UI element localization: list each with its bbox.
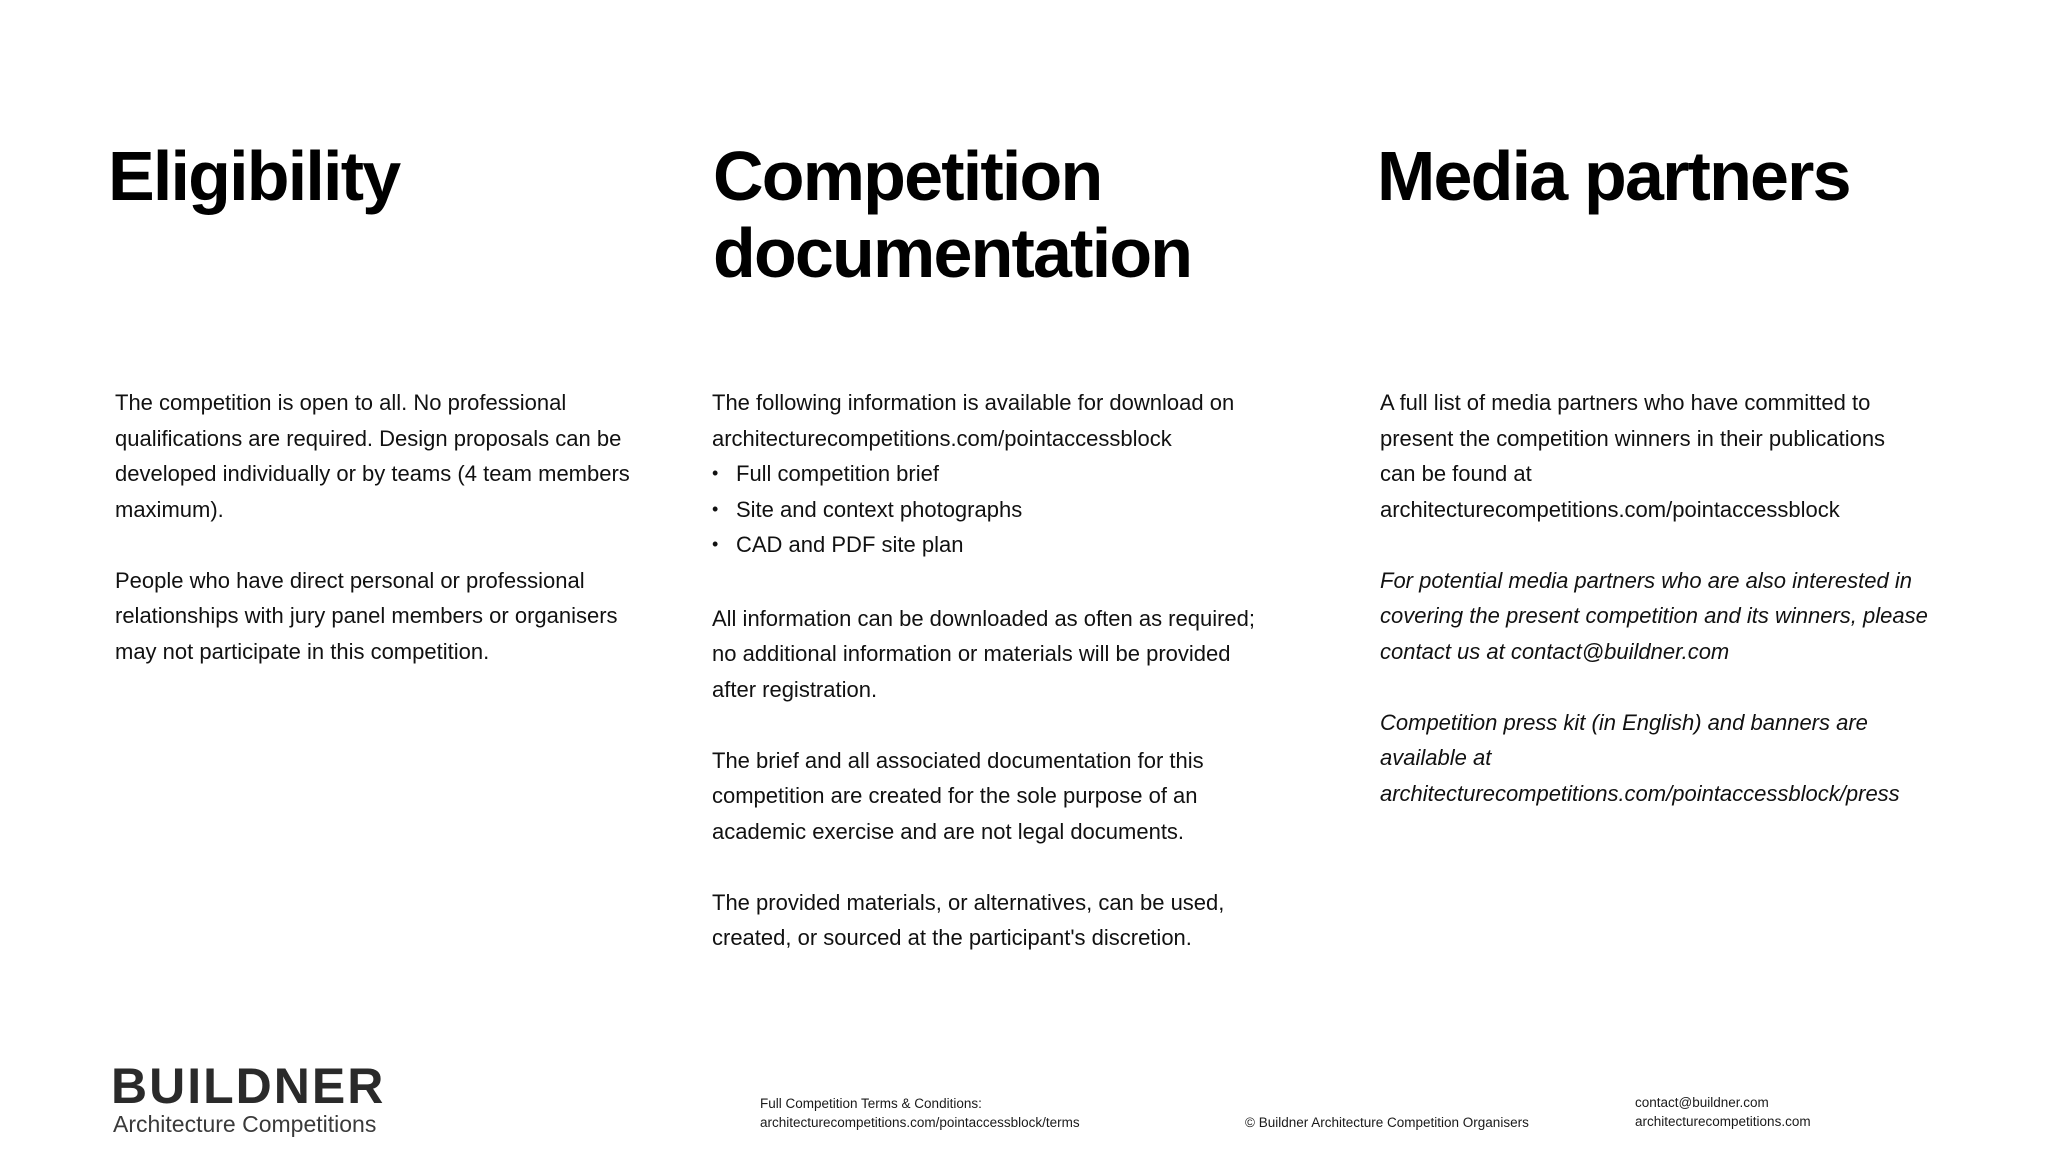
text-line: covering the present competition and its winners, please xyxy=(1380,603,1928,628)
terms-link[interactable]: architecturecompetitions.com/pointaccessblock/terms xyxy=(760,1115,1080,1130)
documentation-heading-line1: Competition xyxy=(713,137,1102,215)
text-line: Competition press kit (in English) and banners are xyxy=(1380,709,1868,735)
documentation-heading-line2: documentation xyxy=(713,214,1192,292)
text-line: qualifications are required. Design proposals can be xyxy=(115,425,622,451)
eligibility-paragraph-2 xyxy=(115,563,630,670)
text-line: People who have direct personal or professional xyxy=(115,567,585,593)
text-line: architecturecompetitions.com/pointaccessblock xyxy=(1380,496,1840,522)
text-line: contact us at contact@buildner.com xyxy=(1380,638,1730,664)
list-item: • Site and context photographs xyxy=(712,492,1255,528)
eligibility-column xyxy=(115,385,630,669)
text-line: maximum). xyxy=(115,496,224,522)
text-line: available at xyxy=(1380,745,1492,770)
text-line: All information can be downloaded as often as required; xyxy=(712,605,1256,631)
contact-block xyxy=(1635,1093,1811,1131)
text-line: relationships with jury panel members or organisers xyxy=(115,603,618,628)
website-link[interactable]: architecturecompetitions.com xyxy=(1635,1114,1811,1129)
text-line: architecturecompetitions.com/pointaccessblock xyxy=(712,425,1172,451)
text-line: after registration. xyxy=(712,676,878,702)
terms-block xyxy=(760,1094,1080,1132)
media-paragraph-2 xyxy=(1380,563,1928,670)
documentation-intro xyxy=(712,385,1255,456)
documentation-bullet-list xyxy=(712,456,1255,563)
media-heading: Media partners xyxy=(1377,137,1850,215)
documentation-paragraph-3 xyxy=(712,743,1255,850)
eligibility-paragraph-1 xyxy=(115,385,630,527)
terms-label: Full Competition Terms & Conditions: xyxy=(760,1096,982,1111)
copyright: © Buildner Architecture Competition Organisers xyxy=(1245,1115,1529,1130)
media-paragraph-3 xyxy=(1380,705,1928,812)
text-line: developed individually or by teams (4 team members xyxy=(115,461,630,486)
media-column xyxy=(1380,385,1928,811)
text-line: academic exercise and are not legal documents. xyxy=(712,818,1185,844)
email-link[interactable]: contact@buildner.com xyxy=(1635,1095,1769,1110)
documentation-paragraph-4 xyxy=(712,885,1255,956)
text-line: may not participate in this competition. xyxy=(115,638,490,664)
text-line: present the competition winners in their publications xyxy=(1380,425,1886,451)
documentation-paragraph-2 xyxy=(712,601,1255,708)
eligibility-heading: Eligibility xyxy=(108,137,400,215)
text-line: The competition is open to all. No professional xyxy=(115,390,567,415)
buildner-logo: BUILDNER xyxy=(111,1058,386,1114)
documentation-heading xyxy=(713,138,1191,292)
text-line: architecturecompetitions.com/pointaccessblock/press xyxy=(1380,780,1900,806)
list-item: • Full competition brief xyxy=(712,456,1255,492)
text-line: The brief and all associated documentation for this xyxy=(712,747,1204,773)
text-line: The provided materials, or alternatives, can be used, xyxy=(712,889,1225,915)
documentation-column xyxy=(712,385,1255,956)
text-line: no additional information or materials will be provided xyxy=(712,641,1231,666)
text-line: can be found at xyxy=(1380,461,1532,486)
logo-subtitle: Architecture Competitions xyxy=(113,1111,377,1137)
text-line: For potential media partners who are also interested in xyxy=(1380,567,1912,593)
text-line: A full list of media partners who have committed to xyxy=(1380,390,1871,415)
text-line: competition are created for the sole purpose of an xyxy=(712,783,1198,808)
text-line: created, or sourced at the participant's discretion. xyxy=(712,925,1192,950)
media-paragraph-1 xyxy=(1380,385,1928,527)
text-line: The following information is available for download on xyxy=(712,390,1235,415)
list-item: • CAD and PDF site plan xyxy=(712,527,1255,563)
